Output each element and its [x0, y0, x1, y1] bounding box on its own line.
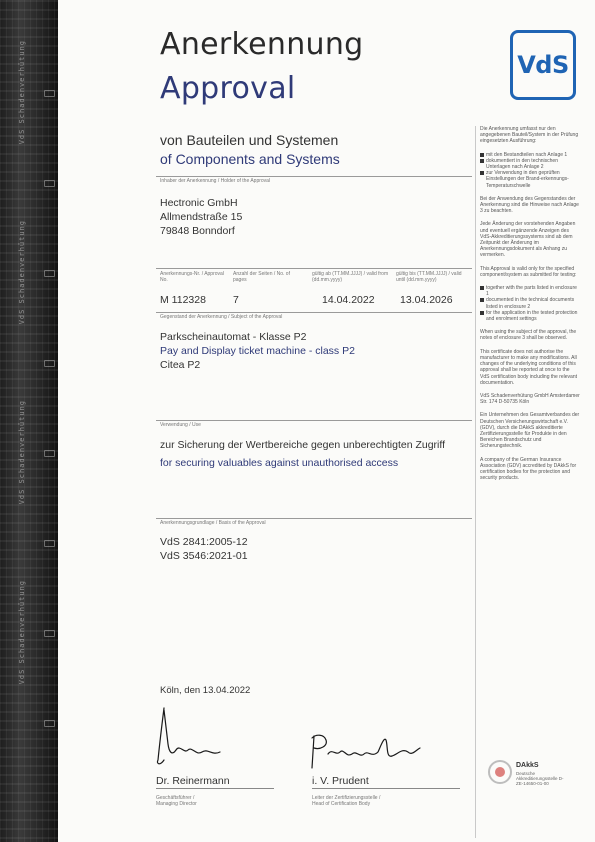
- security-band: [0, 0, 58, 842]
- signature-prudent: [306, 728, 426, 774]
- signatory-1-name: Dr. Reinermann: [156, 775, 230, 787]
- band-watermark: VdS Schadenverhütung: [18, 220, 26, 325]
- place-date: Köln, den 13.04.2022: [160, 685, 251, 696]
- band-watermark: VdS Schadenverhütung: [18, 400, 26, 505]
- valid-until: 13.04.2026: [400, 294, 453, 306]
- divider: [156, 518, 472, 519]
- signature-line: [156, 788, 274, 789]
- info-bullet: dokumentiert in den technischen Unterlagen nach Anlage 2: [480, 158, 580, 170]
- approval-no: M 112328: [160, 294, 206, 306]
- info-paragraph: Jede Änderung der vorstehenden Angaben und eventuell ergänzende Anzeigen des VdS-Akkreditierungssystems sind ab dem Zeitpunkt der Änderung im Anerkennungsdokument als Anhang zu vermerken.: [480, 221, 576, 259]
- title-english: Approval: [160, 71, 296, 106]
- dakks-name: DAkkS: [516, 762, 539, 769]
- band-chip: [44, 720, 55, 727]
- signature-line: [312, 788, 460, 789]
- band-chip: [44, 450, 55, 457]
- info-bullet: zur Verwendung in den geprüften Einstellungen der Brand-erkennungs-Temperaturschwelle: [480, 170, 580, 189]
- band-watermark: VdS Schadenverhütung: [18, 580, 26, 685]
- subtitle-german: von Bauteilen und Systemen: [160, 132, 339, 148]
- band-chip: [44, 270, 55, 277]
- info-bullet: documented in the technical documents listed in enclosure 2: [480, 297, 580, 309]
- subject-line-en: Pay and Display ticket machine - class P2: [160, 345, 355, 357]
- signatory-2-role-de: Leiter der Zertifizierungsstelle /: [312, 795, 381, 801]
- basis-standard-1: VdS 2841:2005-12: [160, 536, 248, 548]
- band-chip: [44, 540, 55, 547]
- holder-city: 79848 Bonndorf: [160, 225, 235, 237]
- dakks-accreditation-mark: [488, 758, 568, 790]
- valid-from-label: gültig ab (TT.MM.JJJJ) / valid from (dd.mm.yyyy): [312, 271, 389, 283]
- signatory-1-role-de: Geschäftsführer /: [156, 795, 195, 801]
- info-bullet: together with the parts listed in enclosure 1: [480, 285, 580, 297]
- divider: [156, 268, 472, 269]
- band-chip: [44, 90, 55, 97]
- column-divider: [475, 126, 476, 838]
- info-paragraph: This certificate does not authorise the manufacturer to make any modifications. All changes of the underlying conditions of this approval shall be reported at once to the VdS certification body including the relevant documentation.: [480, 348, 578, 386]
- title-german: Anerkennung: [160, 27, 364, 62]
- band-chip: [44, 180, 55, 187]
- purpose-en: for securing valuables against unauthorised access: [160, 457, 399, 469]
- info-paragraph: When using the subject of the approval, the notes of enclosure 3 shall be observed.: [480, 329, 577, 342]
- info-paragraph: This Approval is valid only for the specified component/system as submitted for testing:: [480, 265, 577, 278]
- signature-reinermann: [150, 700, 250, 768]
- pages-count: 7: [233, 294, 239, 306]
- signatory-2-name: i. V. Prudent: [312, 775, 369, 787]
- vds-logo: [510, 30, 576, 100]
- company-address: VdS Schadenverhütung GmbH Amsterdamer Str. 174 D-50735 Köln: [480, 392, 580, 406]
- pages-label: Anzahl der Seiten / No. of pages: [233, 271, 290, 283]
- subject-model: Citea P2: [160, 359, 201, 371]
- vds-logo-text: VdS: [517, 51, 569, 79]
- info-paragraph: Die Anerkennung umfasst nur den angegebenen Bauteil/System in der Prüfung eingesetzten Ausführung:: [480, 126, 579, 145]
- info-bullet: for the application in the tested protection and enrolment settings: [480, 310, 580, 322]
- band-chip: [44, 630, 55, 637]
- holder-street: Allmendstraße 15: [160, 211, 243, 223]
- subtitle-english: of Components and Systems: [160, 151, 340, 167]
- divider: [156, 312, 472, 313]
- divider: [156, 176, 472, 177]
- holder-label: Inhaber der Anerkennung / Holder of the Approval: [160, 178, 271, 184]
- info-paragraph: Ein Unternehmen des Gesamtverbandes der Deutschen Versicherungswirtschaft e.V. (GDV), durch die DAkkS akkreditierte Zertifizierungsstelle für Produkte in den Bereichen Brandschutz und Sicherungstechnik.: [480, 412, 580, 450]
- signatory-1-role-en: Managing Director: [156, 801, 197, 807]
- subject-line-de: Parkscheinautomat - Klasse P2: [160, 331, 307, 343]
- info-paragraph: A company of the German Insurance Association (GDV) accredited by DAkkS for certification bodies for the protection and security products.: [480, 456, 577, 482]
- valid-from: 14.04.2022: [322, 294, 375, 306]
- dakks-sub: Deutsche Akkreditierungsstelle D-ZE-14650-01-00: [516, 771, 564, 786]
- right-info-column: [480, 126, 580, 488]
- signatory-2-role-en: Head of Certification Body: [312, 801, 371, 807]
- band-chip: [44, 360, 55, 367]
- valid-until-label: gültig bis (TT.MM.JJJJ) / valid until (dd.mm.yyyy): [396, 271, 462, 283]
- basis-standard-2: VdS 3546:2021-01: [160, 550, 248, 562]
- info-bullet: mit den Bestandteilen nach Anlage 1: [480, 152, 580, 158]
- band-watermark: VdS Schadenverhütung: [18, 40, 26, 145]
- holder-name: Hectronic GmbH: [160, 197, 238, 209]
- basis-label: Anerkennungsgrundlage / Basis of the Approval: [160, 520, 266, 526]
- subject-label: Gegenstand der Anerkennung / Subject of the Approval: [160, 314, 283, 320]
- info-paragraph: Bei der Anwendung des Gegenstandes der Anerkennung sind die Hinweise nach Anlage 3 zu beachten.: [480, 195, 579, 215]
- dakks-icon: [488, 760, 512, 784]
- approval-no-label: Anerkennungs-Nr. / Approval No.: [160, 271, 224, 283]
- purpose-label: Verwendung / Use: [160, 422, 201, 428]
- divider: [156, 420, 472, 421]
- purpose-de: zur Sicherung der Wertbereiche gegen unberechtigten Zugriff: [160, 439, 446, 451]
